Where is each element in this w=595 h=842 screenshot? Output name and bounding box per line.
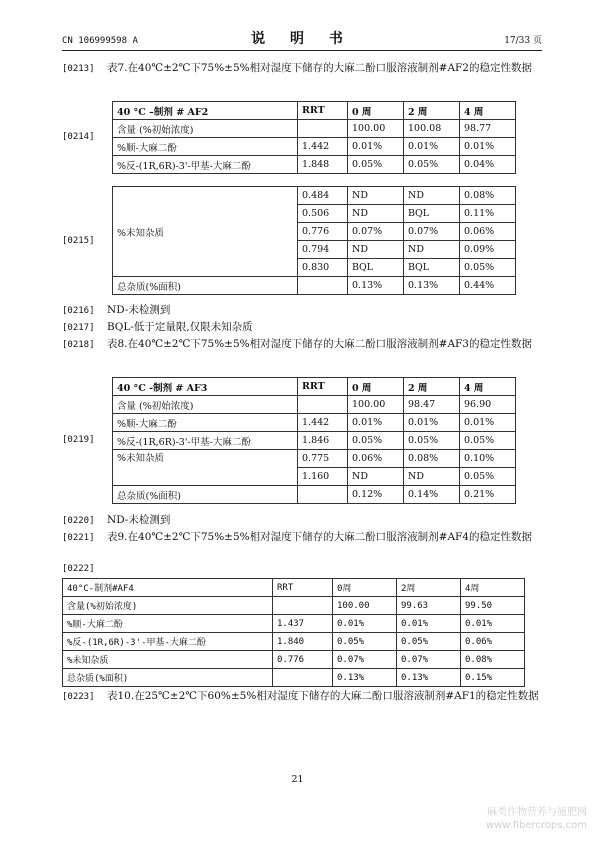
table-row — [113, 187, 516, 205]
paragraph-text: ND-未检测到 — [107, 514, 171, 526]
header-cell: RRT — [298, 102, 348, 120]
table-cell: ND — [348, 187, 404, 205]
table-cell: 99.63 — [397, 597, 461, 615]
page-indicator: 17/33 页 — [504, 36, 542, 46]
table-cell: 0.776 — [298, 223, 348, 241]
paragraph-number: [0223] — [62, 692, 95, 702]
table-row — [63, 597, 525, 615]
header-cell: 4 周 — [460, 102, 516, 120]
paragraph-number: [0213] — [62, 64, 95, 74]
paragraph-0221 — [62, 529, 542, 546]
table-cell: 0.14% — [404, 486, 460, 504]
header-cell: 40 °C –制剂 # AF2 — [113, 102, 298, 120]
table-cell: 0.01% — [397, 615, 461, 633]
table-cell: 含量 (%初始浓度) — [113, 120, 298, 138]
table-cell: 0.11% — [460, 205, 516, 223]
table-cell: 96.90 — [460, 396, 516, 414]
table-cell: 0.07% — [404, 223, 460, 241]
table-cell: 1.848 — [298, 156, 348, 174]
table-cell: BQL — [404, 205, 460, 223]
table-cell — [298, 396, 348, 414]
paragraph-text: 表9.在40℃±2℃下75%±5%相对湿度下储存的大麻二酚口服溶液制剂#AF4的稳定性数据 — [107, 531, 532, 543]
table-cell: 0.06% — [348, 450, 404, 468]
table-cell — [298, 486, 348, 504]
table-cell: 98.47 — [404, 396, 460, 414]
table-cell: 0.776 — [273, 651, 333, 669]
table-cell: %顺-大麻二酚 — [63, 615, 273, 633]
table-cell: 0.05% — [460, 259, 516, 277]
document-title: 说 明 书 — [251, 31, 353, 47]
table-cell: 100.08 — [404, 120, 460, 138]
table-cell: 0.07% — [348, 223, 404, 241]
table-cell: 1.437 — [273, 615, 333, 633]
table-cell: ND — [348, 241, 404, 259]
table-cell: 0.05% — [404, 156, 460, 174]
table-cell: %反-(1R,6R)-3'-甲基-大麻二酚 — [113, 156, 298, 174]
table-cell: 0.01% — [333, 615, 397, 633]
table-cell: 0.05% — [460, 432, 516, 450]
table-total-row — [113, 486, 516, 504]
table-cell: 0.01% — [404, 414, 460, 432]
table-row — [63, 651, 525, 669]
table-total-row — [63, 669, 525, 687]
table-cell: BQL — [404, 259, 460, 277]
header-cell: 4周 — [461, 579, 525, 597]
table-header-row — [113, 378, 516, 396]
table-row — [63, 633, 525, 651]
paragraph-0220 — [62, 512, 542, 529]
table-af4 — [62, 578, 525, 687]
table-cell: 0.01% — [404, 138, 460, 156]
paragraph-number: [0217] — [62, 323, 95, 333]
table-row — [113, 450, 516, 468]
table-cell — [273, 597, 333, 615]
table-cell: 1.840 — [273, 633, 333, 651]
table-af2-main — [112, 101, 516, 174]
label-0222: [0222] — [62, 564, 95, 574]
table-af2-unknown — [112, 186, 516, 295]
paragraph-text: ND-未检测到 — [107, 304, 171, 316]
header-cell: 4 周 — [460, 378, 516, 396]
table-header-row — [63, 579, 525, 597]
paragraph-text: 表8.在40℃±2℃下75%±5%相对湿度下储存的大麻二酚口服溶液制剂#AF3的稳定性数据 — [107, 338, 532, 350]
table-cell — [298, 277, 348, 295]
table-cell: 1.160 — [298, 468, 348, 486]
table-cell: 0.09% — [460, 241, 516, 259]
table-cell: %顺-大麻二酚 — [113, 138, 298, 156]
table-cell: 总杂质(%面积) — [113, 277, 298, 295]
table-cell: 0.07% — [333, 651, 397, 669]
table-cell: 0.08% — [460, 187, 516, 205]
header-cell: 2 周 — [404, 102, 460, 120]
table-cell: 0.13% — [333, 669, 397, 687]
paragraph-number: [0216] — [62, 306, 95, 316]
table-cell: 0.08% — [461, 651, 525, 669]
header-cell: 0 周 — [348, 102, 404, 120]
paragraph-number: [0220] — [62, 516, 95, 526]
table-cell: 0.06% — [461, 633, 525, 651]
table-cell: 0.12% — [348, 486, 404, 504]
table-cell: BQL — [348, 259, 404, 277]
table-cell: %未知杂质 — [63, 651, 273, 669]
table-row — [63, 615, 525, 633]
table-cell: 总杂质(%面积) — [63, 669, 273, 687]
table-cell: %未知杂质 — [113, 450, 298, 486]
paragraph-number: [0221] — [62, 533, 95, 543]
table-row — [113, 120, 516, 138]
table-cell: 0.05% — [348, 432, 404, 450]
header-cell: 0 周 — [348, 378, 404, 396]
label-0219: [0219] — [62, 435, 95, 445]
table-row — [113, 156, 516, 174]
paragraph-text: 表10.在25℃±2℃下60%±5%相对湿度下储存的大麻二酚口服溶液制剂#AF1的稳定性数据 — [107, 690, 539, 702]
table-cell: 0.05% — [397, 633, 461, 651]
table-row — [113, 396, 516, 414]
table-cell: 0.506 — [298, 205, 348, 223]
table-cell: ND — [348, 468, 404, 486]
table-cell: 0.01% — [348, 138, 404, 156]
table-cell: ND — [348, 205, 404, 223]
table-cell: 0.05% — [404, 432, 460, 450]
watermark-line: 麻类作物营养与施肥网 — [487, 807, 587, 818]
table-cell: 1.846 — [298, 432, 348, 450]
table-cell: 0.830 — [298, 259, 348, 277]
header-cell: 40 °C -制剂 # AF3 — [113, 378, 298, 396]
header-cell: RRT — [273, 579, 333, 597]
label-0215: [0215] — [62, 236, 95, 246]
table-cell: 0.484 — [298, 187, 348, 205]
table-cell: 0.775 — [298, 450, 348, 468]
table-header-row — [113, 102, 516, 120]
table-total-row — [113, 277, 516, 295]
table-cell: 0.05% — [348, 156, 404, 174]
table-cell: 0.44% — [460, 277, 516, 295]
table-cell: ND — [404, 241, 460, 259]
table-cell: 0.06% — [460, 223, 516, 241]
page-number: 21 — [291, 774, 304, 785]
paragraph-text: 表7.在40℃±2℃下75%±5%相对湿度下储存的大麻二酚口服溶液制剂#AF2的稳定性数据 — [107, 62, 532, 74]
table-row — [113, 414, 516, 432]
table-row — [113, 138, 516, 156]
table-cell: 1.442 — [298, 414, 348, 432]
paragraph-0216 — [62, 302, 542, 319]
table-cell: 0.13% — [404, 277, 460, 295]
table-cell: 1.442 — [298, 138, 348, 156]
table-af3 — [112, 377, 516, 504]
header-cell: 2周 — [397, 579, 461, 597]
table-cell: ND — [404, 468, 460, 486]
table-cell: 总杂质(%面积) — [113, 486, 298, 504]
table-cell: ND — [404, 187, 460, 205]
paragraph-0218 — [62, 336, 542, 353]
paragraph-number: [0218] — [62, 340, 95, 350]
table-cell: 0.794 — [298, 241, 348, 259]
table-cell: 0.21% — [460, 486, 516, 504]
header-cell: 2 周 — [404, 378, 460, 396]
table-row — [113, 432, 516, 450]
table-cell: 0.13% — [397, 669, 461, 687]
table-cell — [273, 669, 333, 687]
table-cell: 0.04% — [460, 156, 516, 174]
table-cell: 含量(%初始浓度) — [63, 597, 273, 615]
table-cell: 100.00 — [348, 120, 404, 138]
table-cell: 0.05% — [333, 633, 397, 651]
table-cell: 99.50 — [461, 597, 525, 615]
paragraph-0213 — [62, 60, 542, 77]
paragraph-0223 — [62, 688, 542, 705]
header-cell: RRT — [298, 378, 348, 396]
table-cell: 0.05% — [460, 468, 516, 486]
watermark — [486, 806, 587, 832]
table-cell: 0.01% — [460, 414, 516, 432]
table-cell: 0.01% — [460, 138, 516, 156]
table-cell: %顺-大麻二酚 — [113, 414, 298, 432]
table-cell: 98.77 — [460, 120, 516, 138]
table-cell: %未知杂质 — [113, 187, 298, 277]
header-cell: 40°C-制剂#AF4 — [63, 579, 273, 597]
table-cell: 100.00 — [333, 597, 397, 615]
label-0214: [0214] — [62, 132, 95, 142]
patent-number: CN 106999598 A — [62, 36, 138, 46]
page-header — [62, 30, 542, 51]
table-cell: 0.07% — [397, 651, 461, 669]
table-cell: 100.00 — [348, 396, 404, 414]
table-cell — [298, 120, 348, 138]
table-cell: 0.10% — [460, 450, 516, 468]
table-cell: 0.15% — [461, 669, 525, 687]
table-cell: 0.13% — [348, 277, 404, 295]
paragraph-text: BQL-低于定量限,仅限未知杂质 — [107, 321, 253, 333]
watermark-line: www.fibercrops.com — [485, 820, 587, 831]
table-cell: 0.01% — [461, 615, 525, 633]
table-cell: %反-(1R,6R)-3'-甲基-大麻二酚 — [113, 432, 298, 450]
table-cell: 含量 (%初始浓度) — [113, 396, 298, 414]
paragraph-0217 — [62, 319, 542, 336]
table-cell: %反-(1R,6R)-3'-甲基-大麻二酚 — [63, 633, 273, 651]
table-cell: 0.01% — [348, 414, 404, 432]
header-cell: 0周 — [333, 579, 397, 597]
table-cell: 0.08% — [404, 450, 460, 468]
